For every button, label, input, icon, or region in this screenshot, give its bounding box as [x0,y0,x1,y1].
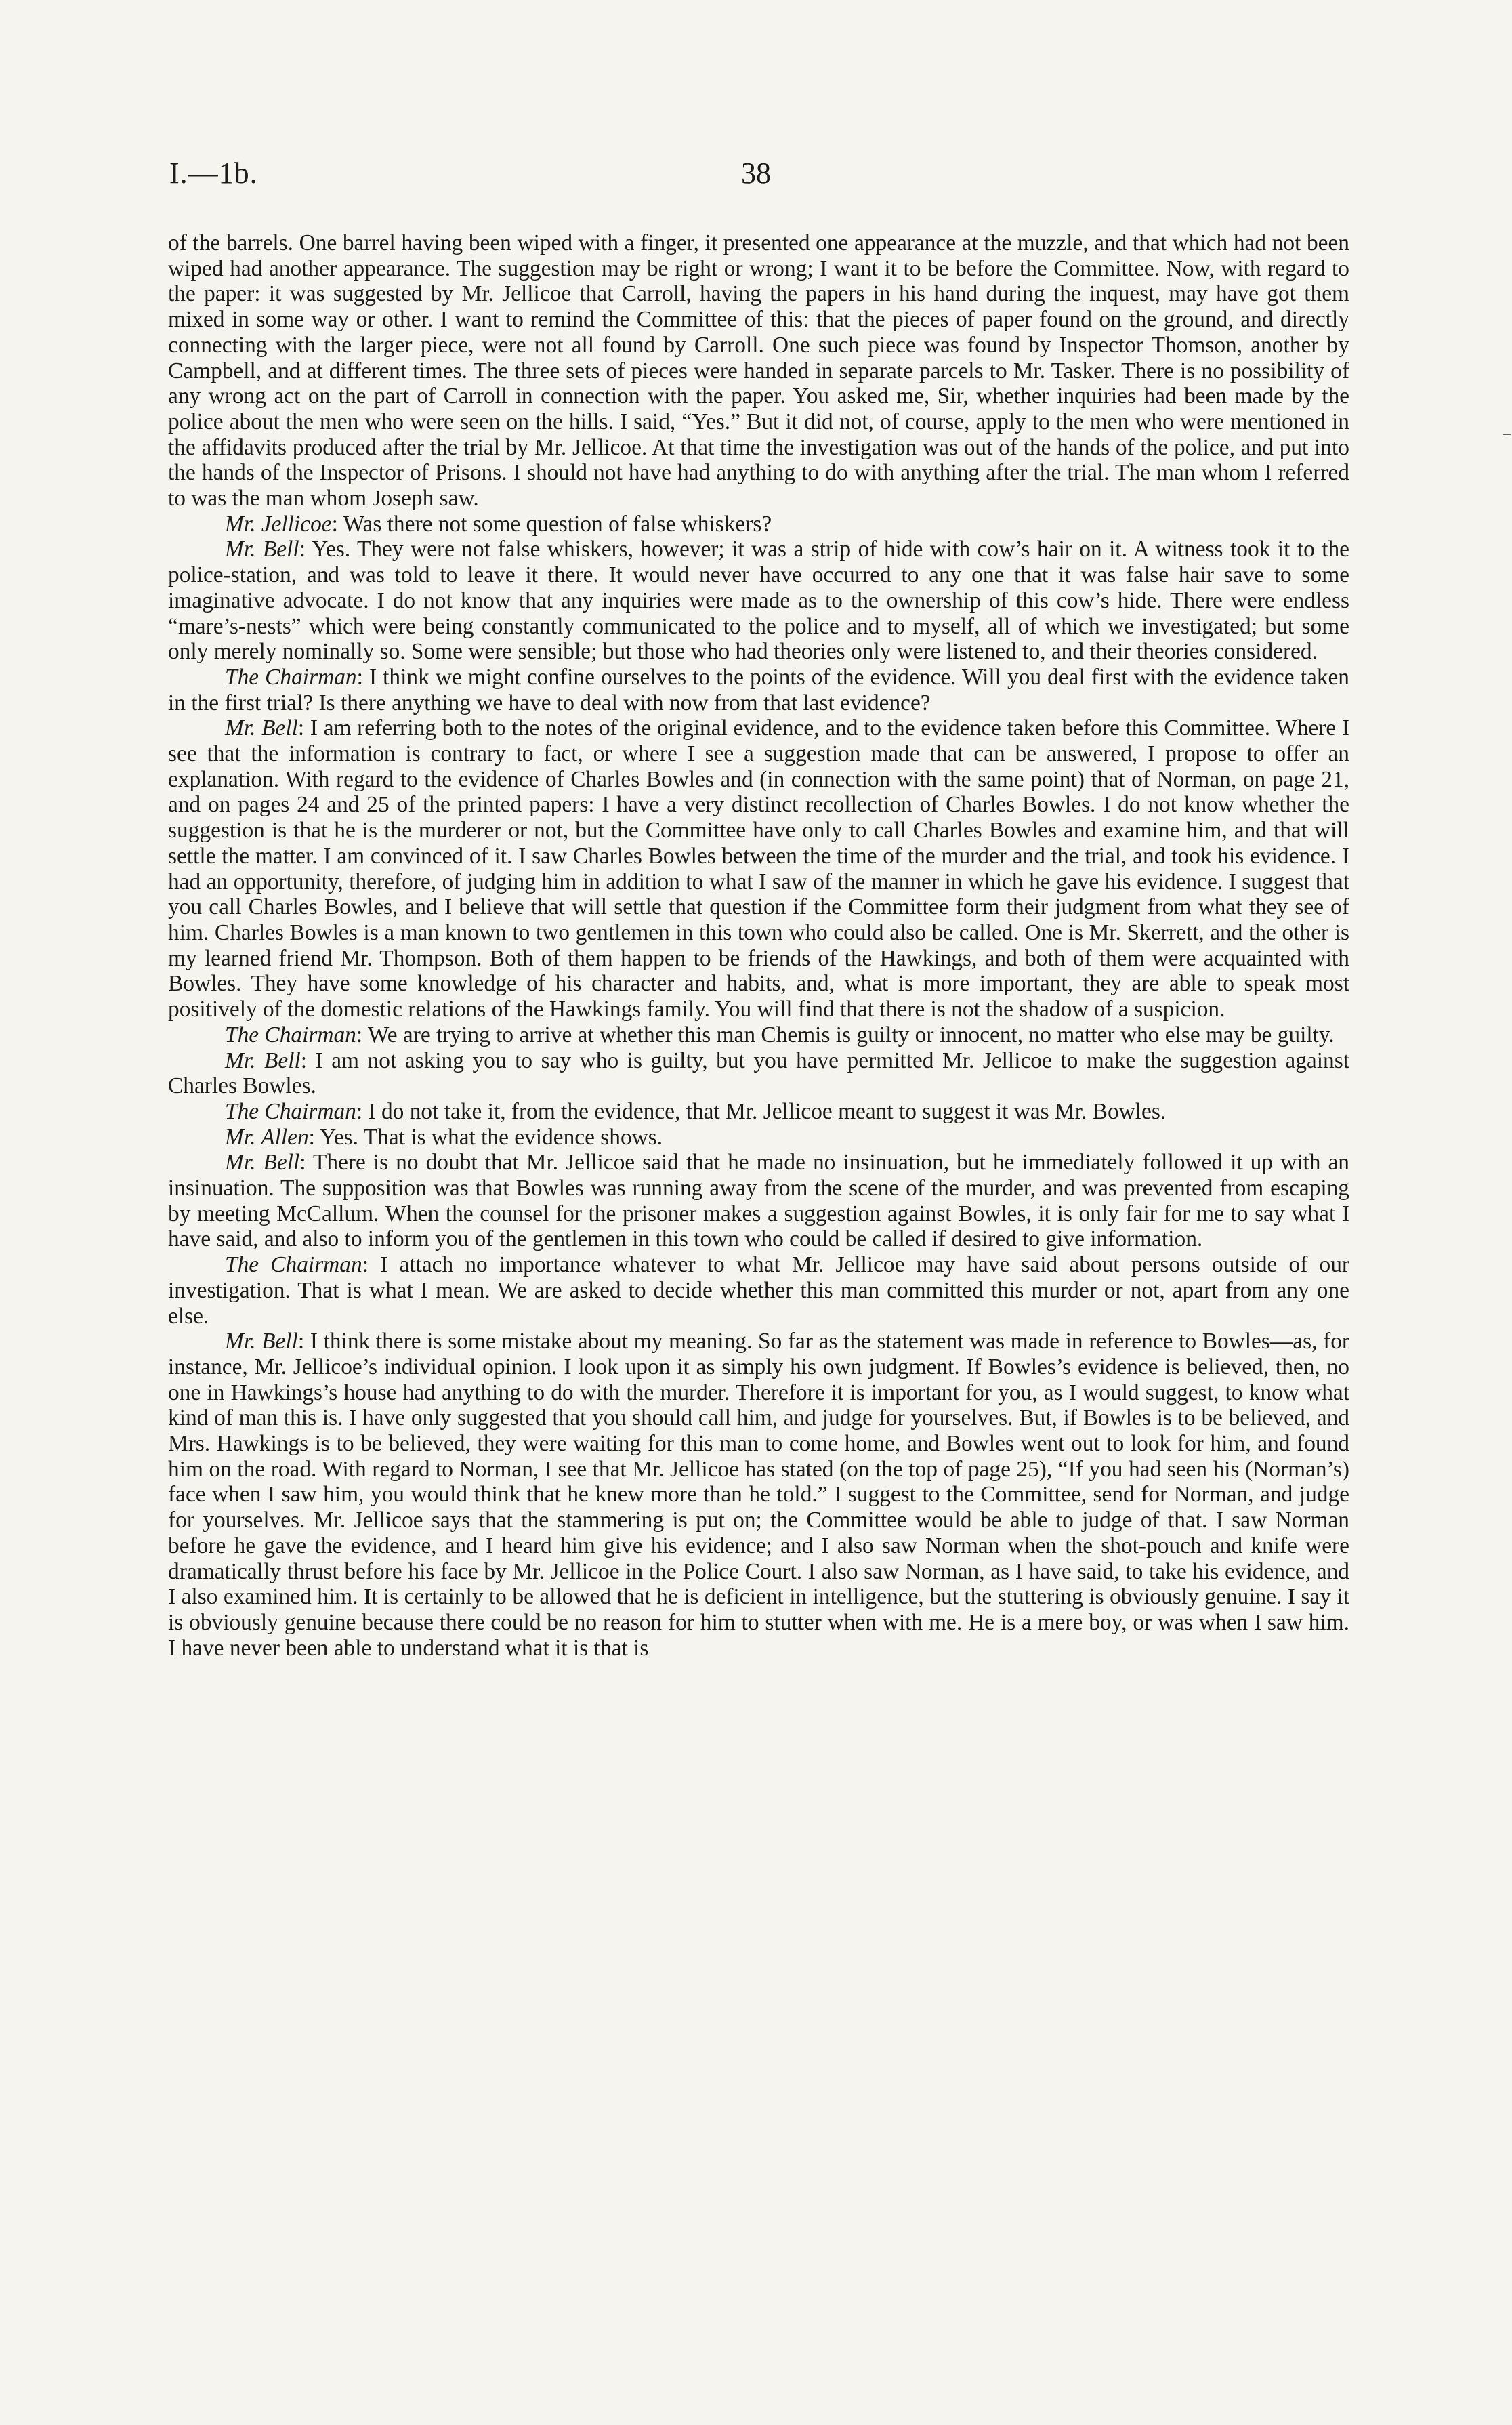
paragraph: Mr. Allen: Yes. That is what the evidence shows. [225,1124,663,1150]
paragraph: The Chairman: I attach no importance whatever to what Mr. Jellicoe may have said about persons outside of our investigation. That is what I mean. We are asked to decide whether this man committed this murder or not, apart from any one else. [168,1252,1350,1329]
paragraph-text: There is no doubt that Mr. Jellicoe said that he made no insinuation, but he immediately followed it up with an insinuation. The supposition was that Bowles was running away from the scene of the murder, and was prevented from escaping by meeting McCallum. When the counsel for the prisoner makes a suggestion against Bowles, it is only fair for me to say what I have said, and also to inform you of the gentlemen in this town who could be called if desired to give information. [168,1150,1350,1252]
paragraph: Mr. Bell: I am referring both to the notes of the original evidence, and to the evidence taken before this Committee. Where I see that the information is contrary to fact, or where I see a suggestion made that can be answered, I propose to offer an explanation. With regard to the evidence of Charles Bowles and (in connection with the same point) that of Norman, on page 21, and on pages 24 and 25 of the printed papers: I have a very distinct recollection of Charles Bowles. I do not know whether the suggestion is that he is the murderer or not, but the Committee have only to call Charles Bowles and examine him, and that will settle the matter. I am convinced of it. I saw Charles Bowles between the time of the murder and the trial, and took his evidence. I had an opportunity, therefore, of judging him in addition to what I saw of the manner in which he gave his evidence. I suggest that you call Charles Bowles, and I believe that will settle that question if the Committee form their judgment from what they see of him. Charles Bowles is a man known to two gentlemen in this town who could also be called. One is Mr. Skerrett, and the other is my learned friend Mr. Thompson. Both of them happen to be friends of the Hawkings, and both of them were acquainted with Bowles. They have some knowledge of his character and habits, and, what is more important, they are able to speak most positively of the domestic relations of the Hawkings family. You will find that there is not the shadow of a suspicion. [168,716,1350,1022]
paragraph-text: We are trying to arrive at whether this man Chemis is guilty or innocent, no matter who else may be guilty. [367,1022,1335,1048]
paragraph-text: I am not asking you to say who is guilty, but you have permitted Mr. Jellicoe to make the suggestion against Charles Bowles. [168,1048,1349,1099]
paragraph-text: I think there is some mistake about my meaning. So far as the statement was made in reference to Bowles—as, for instance, Mr. Jellicoe’s individual opinion. I look upon it as simply his own judgment. If Bowles’s evidence is believed, then, no one in Hawkings’s house had anything to do with the murder. Therefore it is important for you, as I would suggest, to know what kind of man this is. I have only suggested that you should call him, and judge for yourselves. But, if Bowles is to be believed, and Mrs. Hawkings is to be believed, they were waiting for this man to come home, and Bowles went out to look for him, and found him on the road. With regard to Norman, I see that Mr. Jellicoe has stated (on the top of page 25), “If you had seen his (Norman’s) face when I saw him, you would think that he knew more than he told.” I suggest to the Committee, send for Norman, and judge for yourselves. Mr. Jellicoe says that the stammering is put on; the Committee would be able to judge of that. I saw Norman before he gave the evidence, and I heard him give his evidence; and I also saw Norman when the shot-pouch and knife were dramatically thrust before his face by Mr. Jellicoe in the Police Court. I also saw Norman, as I have said, to take his evidence, and I also examined him. It is certainly to be allowed that he is deficient in intelligence, but the stuttering is obviously genuine. I say it is obviously genuine because there could be no reason for him to stutter when with me. He is a mere boy, or was when I saw him. I have never been able to understand what it is that is [168,1329,1350,1661]
paragraph-text: I am referring both to the notes of the original evidence, and to the evidence taken before this Committee. Where I see that the information is contrary to fact, or where I see a suggestion made that can be answered, I propose to offer an explanation. With regard to the evidence of Charles Bowles and (in connection with the same point) that of Norman, on page 21, and on pages 24 and 25 of the printed papers: I have a very distinct recollection of Charles Bowles. I do not know whether the suggestion is that he is the murderer or not, but the Committee have only to call Charles Bowles and examine him, and that will settle the matter. I am convinced of it. I saw Charles Bowles between the time of the murder and the trial, and took his evidence. I had an opportunity, therefore, of judging him in addition to what I saw of the manner in which he gave his evidence. I suggest that you call Charles Bowles, and I believe that will settle that question if the Committee form their judgment from what they see of him. Charles Bowles is a man known to two gentlemen in this town who could also be called. One is Mr. Skerrett, and the other is my learned friend Mr. Thompson. Both of them happen to be friends of the Hawkings, and both of them were acquainted with Bowles. They have some knowledge of his character and habits, and, what is more important, they are able to speak most positively of the domestic relations of the Hawkings family. You will find that there is not the shadow of a suspicion. [168,716,1350,1022]
speaker-name: Mr. Bell [225,716,298,741]
paragraph-text: of the barrels. One barrel having been wiped with a finger, it presented one appearance at the muzzle, and that which had not been wiped had another appearance. The suggestion may be right or wrong; I want it to be before the Committee. Now, with regard to the paper: it was suggested by Mr. Jellicoe that Carroll, having the papers in his hand during the inquest, may have got them mixed in some way or other. I want to remind the Committee of this: that the pieces of paper found on the ground, and directly connecting with the larger piece, were not all found by Carroll. One such piece was found by Inspector Thomson, another by Campbell, and at different times. The three sets of pieces were handed in separate parcels to Mr. Tasker. There is no possibility of any wrong act on the part of Carroll in connection with the paper. You asked me, Sir, whether inquiries had been made by the police about the men who were seen on the hills. I said, “Yes.” But it did not, of course, apply to the men who were mentioned in the affidavits produced after the trial by Mr. Jellicoe. At that time the investigation was out of the hands of the police, and put into the hands of the Inspector of Prisons. I should not have had anything to do with anything after the trial. The man whom I referred to was the man whom Joseph saw. [168,230,1349,512]
speaker-name: The Chairman [225,1252,362,1278]
paragraph-text: Yes. They were not false whiskers, however; it was a strip of hide with cow’s hair on it. A witness took it to the police-station, and was told to leave it there. It would never have occurred to any one that it was false hair save to some imaginative advocate. I do not know that any inquiries were made as to the ownership of this cow’s hide. There were endless “mare’s-nests” which were being constantly communicated to the police and to myself, all of which we investigated; but some only merely nominally so. Some were sensible; but those who had theories only were listened to, and their theories considered. [168,537,1350,665]
speaker-name: Mr. Bell [225,1329,298,1354]
paragraph: The Chairman: We are trying to arrive at whether this man Chemis is guilty or innocent, no matter who else may be guilty. [225,1022,1335,1048]
paragraph-text: I attach no importance whatever to what Mr. Jellicoe may have said about persons outside of our investigation. That is what I mean. We are asked to decide whether this man committed this murder or not, apart from any one else. [168,1252,1350,1329]
speaker-name: The Chairman [225,664,357,690]
speaker-name: The Chairman [225,1098,356,1124]
paragraph-text: Yes. That is what the evidence shows. [320,1124,663,1150]
speaker-name: Mr. Bell [225,1048,301,1073]
paragraph-text: Was there not some question of false whiskers? [343,511,772,537]
paragraph: Mr. Bell: I think there is some mistake about my meaning. So far as the statement was made in reference to Bowles—as, for instance, Mr. Jellicoe’s individual opinion. I look upon it as simply his own judgment. If Bowles’s evidence is believed, then, no one in Hawkings’s house had anything to do with the murder. Therefore it is important for you, as I would suggest, to know what kind of man this is. I have only suggested that you should call him, and judge for yourselves. But, if Bowles is to be believed, and Mrs. Hawkings is to be believed, they were waiting for this man to come home, and Bowles went out to look for him, and found him on the road. With regard to Norman, I see that Mr. Jellicoe has stated (on the top of page 25), “If you had seen his (Norman’s) face when I saw him, you would think that he knew more than he told.” I suggest to the Committee, send for Norman, and judge for yourselves. Mr. Jellicoe says that the stammering is put on; the Committee would be able to judge of that. I saw Norman before he gave the evidence, and I heard him give his evidence; and I also saw Norman when the shot-pouch and knife were dramatically thrust before his face by Mr. Jellicoe in the Police Court. I also saw Norman, as I have said, to take his evidence, and I also examined him. It is certainly to be allowed that he is deficient in intelligence, but the stuttering is obviously genuine. I say it is obviously genuine because there could be no reason for him to stutter when with me. He is a mere boy, or was when I saw him. I have never been able to understand what it is that is [168,1329,1350,1661]
speaker-name: Mr. Bell [225,1150,300,1176]
paragraph: The Chairman: I think we might confine ourselves to the points of the evidence. Will you deal first with the evidence taken in the first trial? Is there anything we have to deal with now from that last evidence? [168,664,1350,716]
paragraph: Mr. Jellicoe: Was there not some question of false whiskers? [225,511,772,537]
margin-mark [1503,434,1511,435]
paragraph-text: I do not take it, from the evidence, that Mr. Jellicoe meant to suggest it was Mr. Bowles. [368,1098,1167,1124]
paragraph [168,230,1349,512]
speaker-name: Mr. Jellicoe [225,511,332,537]
paragraph: Mr. Bell: I am not asking you to say who is guilty, but you have permitted Mr. Jellicoe to make the suggestion against Charles Bowles. [168,1048,1349,1099]
parliamentary-paper-reference: I.—1b. [169,157,258,190]
page-header [163,156,1349,203]
paragraph: The Chairman: I do not take it, from the evidence, that Mr. Jellicoe meant to suggest it was Mr. Bowles. [225,1098,1167,1124]
paragraph: Mr. Bell: There is no doubt that Mr. Jellicoe said that he made no insinuation, but he immediately followed it up with an insinuation. The supposition was that Bowles was running away from the scene of the murder, and was prevented from escaping by meeting McCallum. When the counsel for the prisoner makes a suggestion against Bowles, it is only fair for me to say what I have said, and also to inform you of the gentlemen in this town who could be called if desired to give information. [168,1150,1350,1252]
speaker-name: Mr. Allen [225,1124,309,1150]
body-text [168,230,1349,1661]
paragraph: Mr. Bell: Yes. They were not false whiskers, however; it was a strip of hide with cow’s hair on it. A witness took it to the police-station, and was told to leave it there. It would never have occurred to any one that it was false hair save to some imaginative advocate. I do not know that any inquiries were made as to the ownership of this cow’s hide. There were endless “mare’s-nests” which were being constantly communicated to the police and to myself, all of which we investigated; but some only merely nominally so. Some were sensible; but those who had theories only were listened to, and their theories considered. [168,537,1350,665]
speaker-name: The Chairman [225,1022,356,1048]
speaker-name: Mr. Bell [225,537,299,562]
page-number: 38 [741,157,771,190]
paragraph-text: I think we might confine ourselves to the points of the evidence. Will you deal first with the evidence taken in the first trial? Is there anything we have to deal with now from that last evidence? [168,664,1350,716]
